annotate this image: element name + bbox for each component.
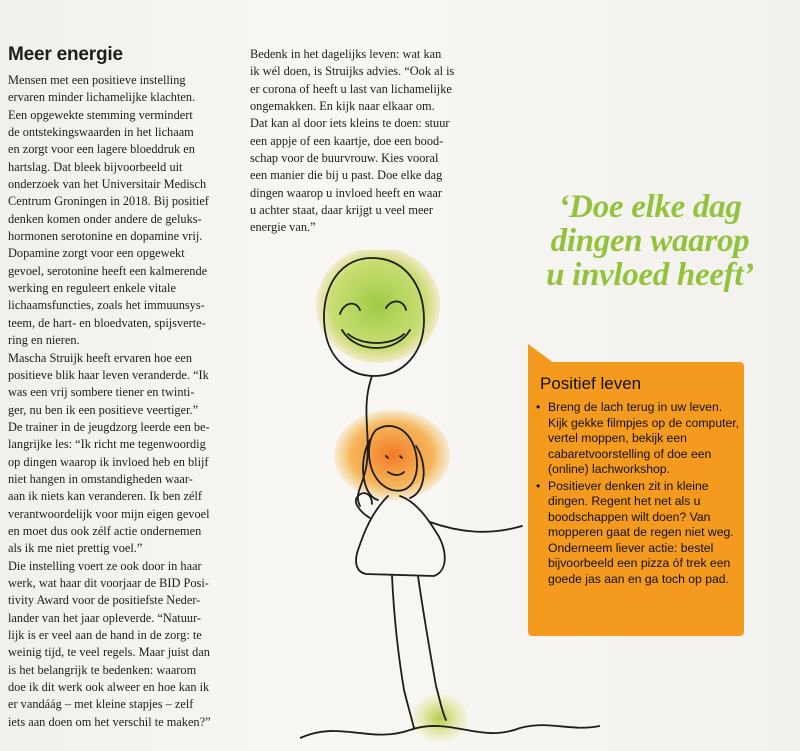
article-line: iets aan doen om het verschil te maken?” <box>8 714 211 729</box>
article-line: was een vrij sombere tiener en twinti- <box>8 385 195 400</box>
article-line: niet hangen in omstandigheden waar- <box>8 471 193 486</box>
article-line: Bedenk in het dagelijks leven: wat kan <box>250 47 442 61</box>
girl-arm-left <box>356 493 372 518</box>
sidebar-title: Positief leven <box>540 374 642 393</box>
article-line: Mascha Struijk heeft ervaren hoe een <box>8 350 193 365</box>
article-line: ring en nieren. <box>8 333 80 348</box>
article-line: Mensen met een positieve instelling <box>8 73 186 87</box>
hair-watercolor <box>334 410 450 500</box>
article-line: en moet dus ook zélf actie ondernemen <box>8 523 202 538</box>
pull-quote-line: dingen waarop <box>550 223 750 259</box>
article-line: Dopamine zorgt voor een opgewekt <box>8 246 185 261</box>
article-line: er corona of heeft u last van lichamelijke <box>250 81 452 96</box>
article-line: de ontstekingswaarden in het lichaam <box>8 125 194 140</box>
article-line: teem, de hart- en bloedvaten, spijsverte- <box>8 315 206 330</box>
sidebar-list-item <box>536 479 740 588</box>
article-line: verantwoordelijk voor mijn eigen gevoel <box>8 506 210 521</box>
article-line: werking en reguleert enkele vitale <box>8 281 176 296</box>
article-line: weinig tijd, te veel regels. Maar juist dan <box>8 645 210 660</box>
article-line: op dingen waarop ik invloed heb en blijf <box>8 454 209 469</box>
article-line: ger, nu ben ik een positieve veertiger.” <box>8 402 199 417</box>
sidebar-list <box>536 400 740 588</box>
article-line: schap voor de buurvrouw. Kies vooral <box>250 151 439 166</box>
article-line: hartslag. Dat bleek bijvoorbeeld uit <box>8 159 183 174</box>
article-line: doe ik dit werk ook alweer en hoe kan ik <box>8 680 210 695</box>
article-line: een manier die bij u past. Doe elke dag <box>250 168 443 183</box>
article-line: denken komen onder andere de geluks- <box>8 211 202 226</box>
bullet-icon: • <box>536 400 541 414</box>
article-line: dingen waarop u invloed heeft en waar <box>250 185 442 200</box>
article-line: lichaamsfuncties, zoals het immuunsys- <box>8 298 205 313</box>
pull-quote-line: ‘Doe elke dag <box>558 189 742 225</box>
article-line: De trainer in de jeugdzorg leerde een be- <box>8 419 210 434</box>
article-line: Centrum Groningen in 2018. Bij positief <box>8 194 209 209</box>
balloon-watercolor <box>316 250 440 363</box>
article-line: aan ik niets kan veranderen. Ik ben zélf <box>8 489 202 504</box>
article-line: Een opgewekte stemming vermindert <box>8 107 193 122</box>
article-line: een appje of een kaartje, doe een bood- <box>250 133 444 148</box>
article-line: hormonen serotonine en dopamine vrij. <box>8 229 203 244</box>
article-line: ervaren minder lichamelijke klachten. <box>8 90 196 105</box>
article-heading: Meer energie <box>8 44 123 65</box>
article-line: langrijke les: “Ik richt me tegenwoordig <box>8 437 206 452</box>
article-line: is het belangrijk te bedenken: waarom <box>8 662 197 677</box>
article-column-2 <box>250 46 495 237</box>
article-line: Dat kan al door iets kleins te doen: stuur <box>250 116 450 131</box>
article-line: energie van.” <box>250 220 316 235</box>
article-line: tivity Award voor de positiefste Neder- <box>8 593 201 608</box>
article-line: werk, wat haar dit voorjaar de BID Posi- <box>8 575 209 590</box>
sidebar-item-text: Breng de lach terug in uw leven. Kijk gekke filmpjes op de computer, vertel moppen, bekijk een cabaretvoorstelling of doe een (online) lachworkshop. <box>548 400 740 476</box>
article-line: en zorgt voor een lagere bloeddruk en <box>8 142 195 157</box>
article-line: ik wél doen, is Struijks advies. “Ook al is <box>250 64 455 79</box>
article-line: als ik me niet prettig voel.” <box>8 541 143 556</box>
article-line: er vandáág – met kleine stapjes – zelf <box>8 697 194 712</box>
article-line: gevoel, serotonine heeft een kalmerende <box>8 263 208 278</box>
article-line: lander van het jaar opleverde. “Natuur- <box>8 610 202 625</box>
pull-quote-line: u invloed heeft’ <box>546 257 754 293</box>
girl-body <box>356 496 445 576</box>
sidebar-item-text: Positiever denken zit in kleine dingen. Regent het net als u boodschappen wilt doen? Van mopperen gaat de regen niet weg. Onderneem liever actie: bestel bijvoorbeeld een pizza óf trek een goede jas aan en ga toch op pad. <box>548 478 734 586</box>
article-line: onderzoek van het Universitair Medisch <box>8 177 207 192</box>
article-column-1 <box>8 72 244 731</box>
article-line: ongemakken. En kijk naar elkaar om. <box>250 99 435 114</box>
article-line: u achter staat, daar krijgt u veel meer <box>250 203 434 218</box>
sidebar-list-item <box>536 400 740 478</box>
article-line: positieve blik haar leven veranderde. “Ik <box>8 367 209 382</box>
article-line: lijk is er veel aan de hand in de zorg: te <box>8 628 202 642</box>
article-line: Die instelling voert ze ook door in haar <box>8 558 202 573</box>
sidebar-box <box>528 362 744 636</box>
bullet-icon: • <box>536 478 541 493</box>
girl-arm-right <box>430 522 522 532</box>
